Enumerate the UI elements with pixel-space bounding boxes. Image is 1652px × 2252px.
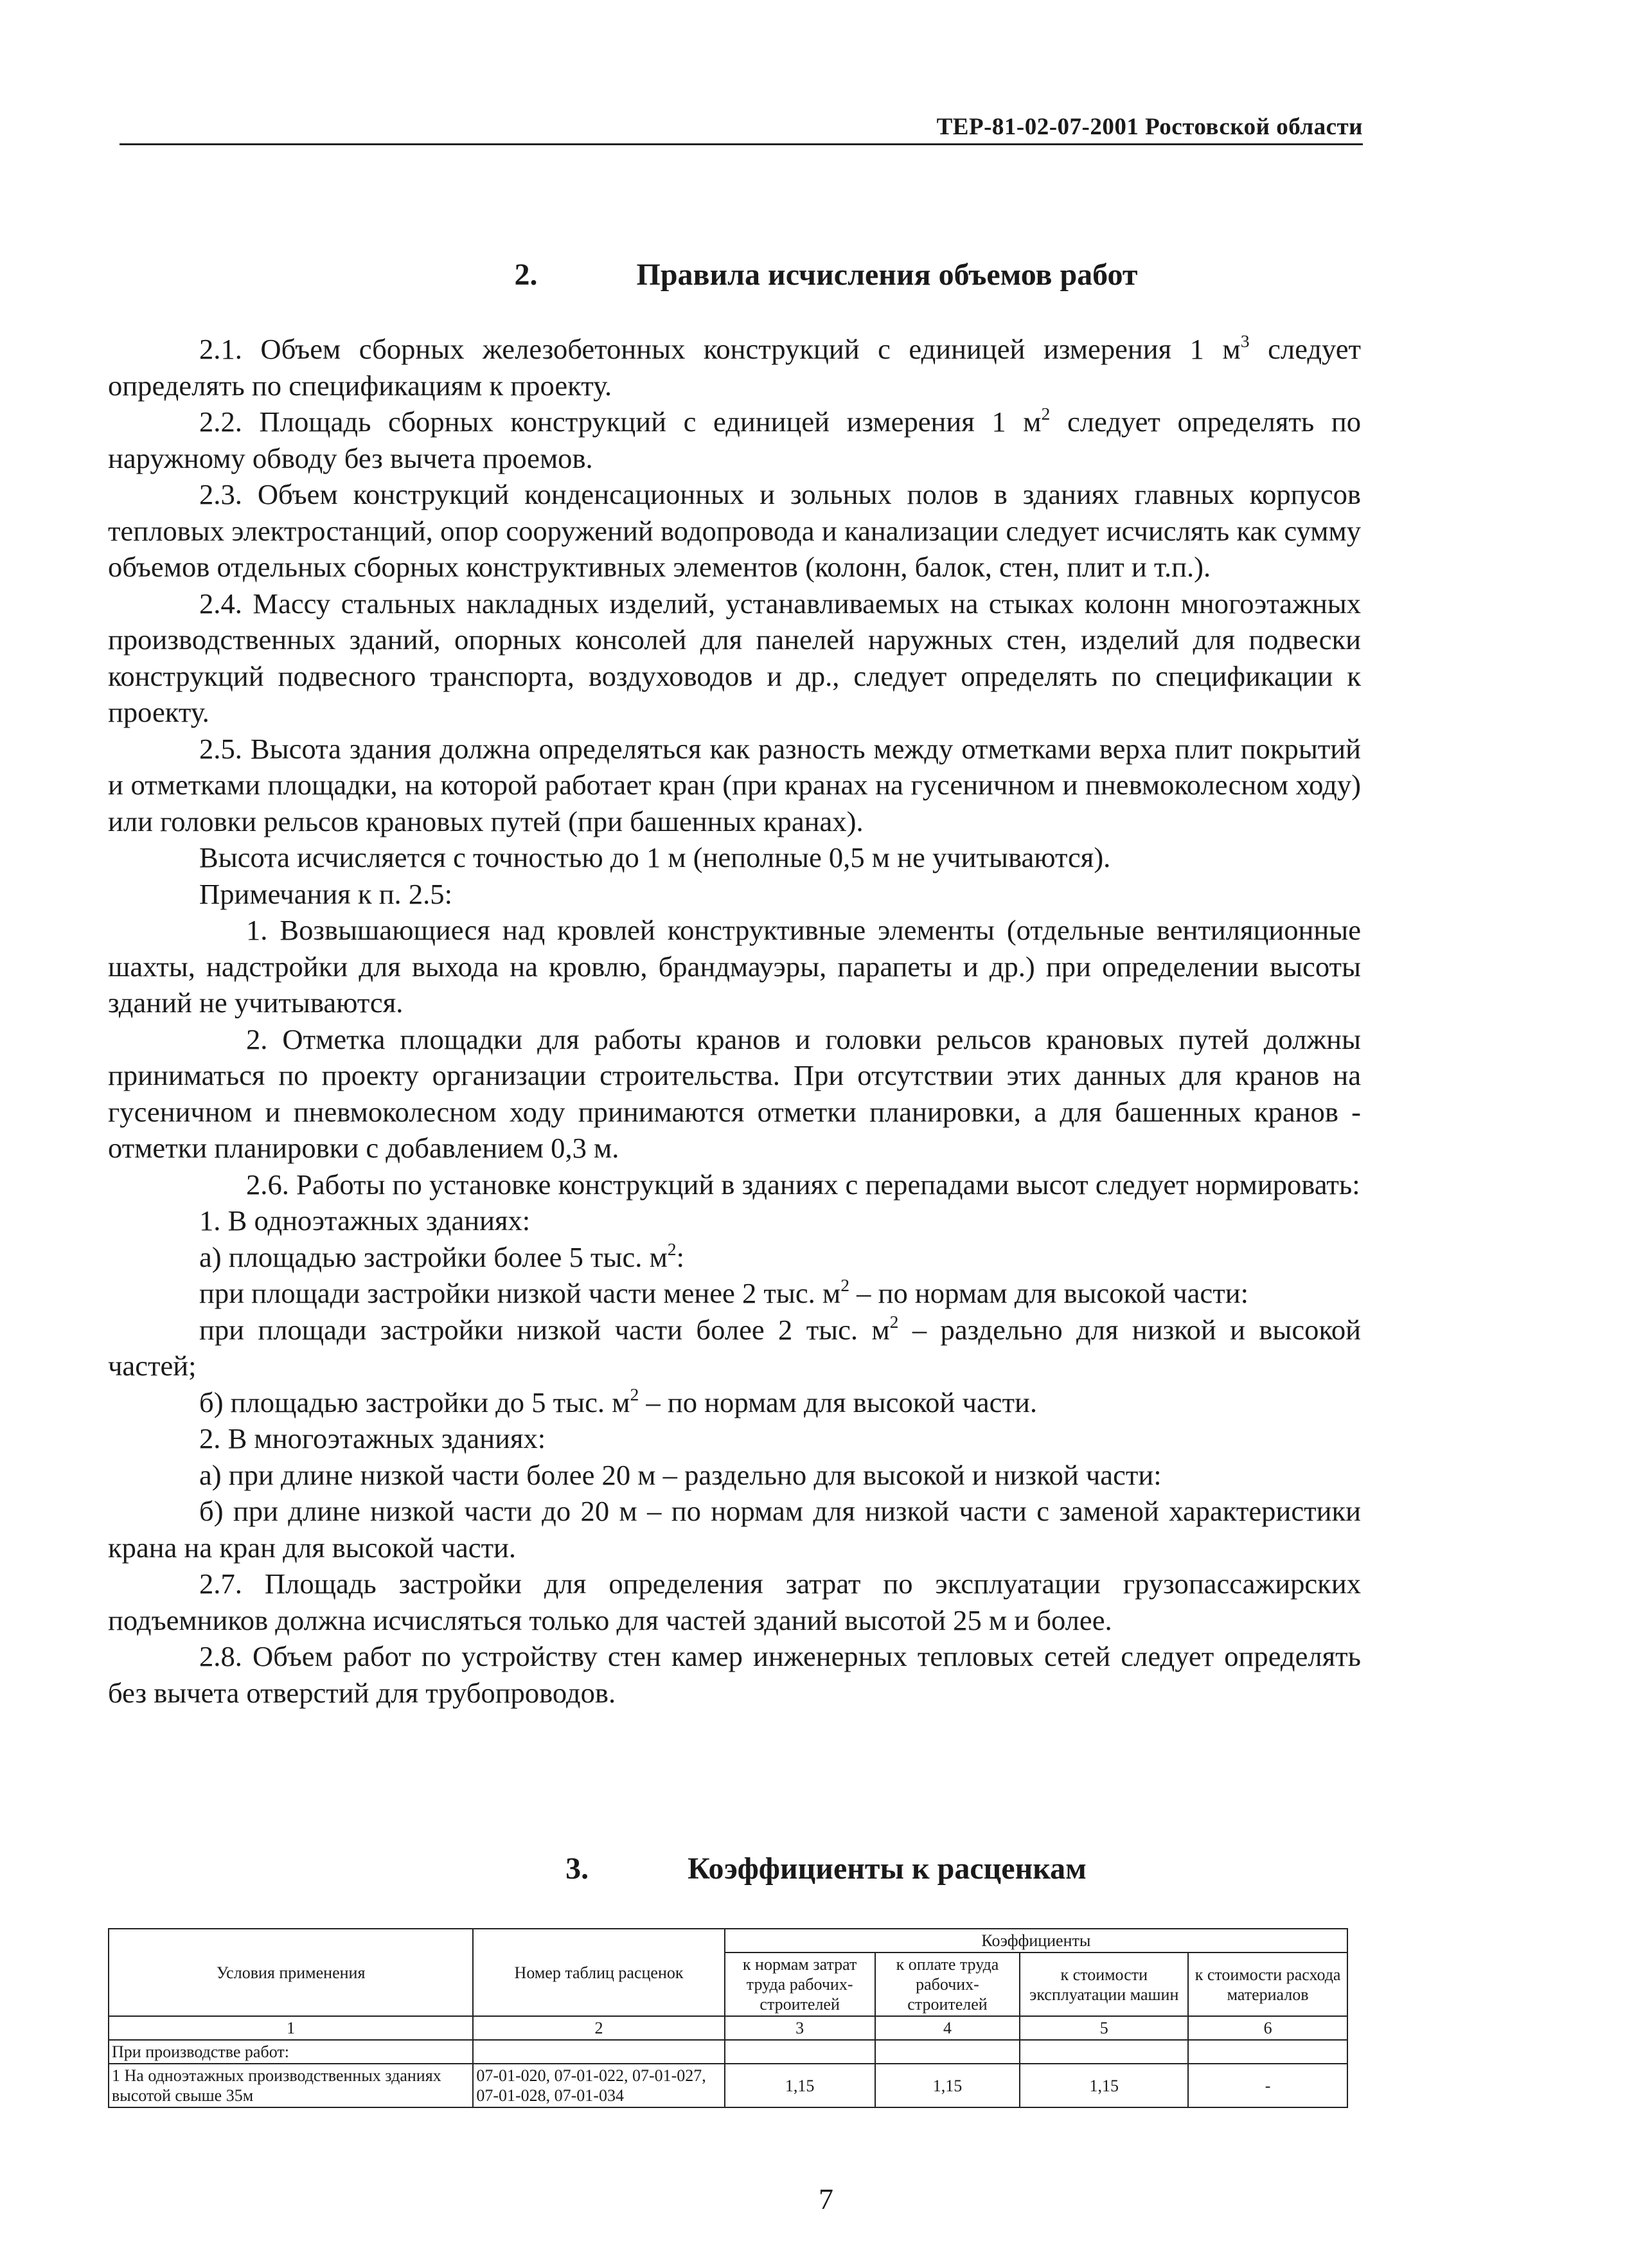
column-number: 6	[1188, 2016, 1347, 2040]
paragraph-2-6-2a: а) при длине низкой части более 20 м – раздельно для высокой и низкой части:	[199, 1458, 1162, 1491]
column-number: 1	[109, 2016, 473, 2040]
section-3-number: 3.	[565, 1852, 589, 1886]
section-3-heading	[0, 1851, 1652, 1886]
row-condition: 1 На одноэтажных производственных зданиях высотой свыше 35м	[109, 2064, 473, 2107]
paragraph-2-4: 2.4. Массу стальных накладных изделий, устанавливаемых на стыках колонн многоэтажных производственных зданий, опорных консолей для панелей наружных стен, изделий для подвески конструкций подвесного транспорта, воздуховодов и др., следует определять по спецификации к проекту.	[108, 587, 1361, 728]
column-number: 5	[1020, 2016, 1188, 2040]
header-machines: к стоимости эксплуатации машин	[1020, 1953, 1188, 2016]
paragraph-2-6-1: 1. В одноэтажных зданиях:	[199, 1204, 531, 1237]
column-number: 4	[875, 2016, 1020, 2040]
group-row	[109, 2040, 1347, 2064]
header-table-numbers: Номер таблиц расценок	[473, 1929, 724, 2016]
paragraph-2-6: 2.6. Работы по установке конструкций в зданиях с перепадами высот следует нормировать:	[246, 1168, 1360, 1201]
paragraph-2-7: 2.7. Площадь застройки для определения затрат по эксплуатации грузопассажирских подъемников должна исчисляться только для частей зданий высотой 25 м и более.	[108, 1568, 1361, 1636]
header-labor: к нормам затрат труда рабочих-строителей	[725, 1953, 875, 2016]
notes-heading: Примечания к п. 2.5:	[199, 877, 452, 910]
page-number: 7	[819, 2183, 833, 2215]
section-3-title: Коэффициенты к расценкам	[688, 1852, 1087, 1886]
paragraph-2-6-1a-i: при площади застройки низкой части менее 2 тыс. $м^2$ – по нормам для высокой части:	[199, 1275, 1248, 1309]
section-2-title: Правила исчисления объемов работ	[636, 258, 1138, 292]
section-2-body	[108, 331, 1361, 1711]
section-2-heading	[0, 257, 1652, 292]
paragraph-2-6-1a-ii: при площади застройки низкой части более 2 тыс. $м^2$ – раздельно для низкой и высокой частей;	[108, 1311, 1362, 1382]
row-pay: 1,15	[875, 2064, 1020, 2107]
paragraph-2-2: 2.2. Площадь сборных конструкций с единицей измерения 1 $м^2$ следует определять по наружному обводу без вычета проемов.	[108, 404, 1361, 474]
section-2-number: 2.	[514, 258, 538, 292]
group-label: При производстве работ:	[109, 2040, 473, 2064]
header-materials: к стоимости расхода материалов	[1188, 1953, 1347, 2016]
coefficients-table	[108, 1928, 1348, 2108]
page-header: ТЕР-81-02-07-2001 Ростовской области	[120, 113, 1363, 145]
paragraph-2-5: 2.5. Высота здания должна определяться как разность между отметками верха плит покрытий и отметками площадки, на которой работает кран (при кранах на гусеничном и пневмоколесном ходу) или головки рельсов крановых путей (при башенных кранах).	[108, 732, 1361, 837]
paragraph-2-8: 2.8. Объем работ по устройству стен камер инженерных тепловых сетей следует определять без вычета отверстий для трубопроводов.	[108, 1640, 1361, 1709]
paragraph-2-6-2: 2. В многоэтажных зданиях:	[199, 1422, 546, 1454]
header-conditions: Условия применения	[109, 1929, 473, 2016]
paragraph-2-6-1a: а) площадью застройки более 5 тыс. $м^2$:	[199, 1238, 685, 1273]
row-materials: -	[1188, 2064, 1347, 2107]
table-row	[109, 2064, 1347, 2107]
note-2: 2. Отметка площадки для работы кранов и головки рельсов крановых путей должны приниматься по проекту организации строительства. При отсутствии этих данных для кранов на гусеничном и пневмоколесном ходу принимаются отметки планировки, а для башенных кранов - отметки планировки с добавлением 0,3 м.	[108, 1023, 1361, 1164]
row-tables: 07-01-020, 07-01-022, 07-01-027, 07-01-028, 07-01-034	[473, 2064, 724, 2107]
paragraph-2-6-2b: б) при длине низкой части до 20 м – по нормам для низкой части с заменой характеристики крана на кран для высокой части.	[108, 1495, 1361, 1564]
note-1: 1. Возвышающиеся над кровлей конструктивные элементы (отдельные вентиляционные шахты, надстройки для выхода на кровлю, брандмауэры, парапеты и др.) при определении высоты зданий не учитываются.	[108, 914, 1361, 1019]
paragraph-2-6-1b: б) площадью застройки до 5 тыс. $м^2$ – по нормам для высокой части.	[199, 1384, 1037, 1418]
paragraph-2-1: 2.1. Объем сборных железобетонных конструкций с единицей измерения 1 $м^3$ следует определять по спецификациям к проекту.	[108, 331, 1362, 402]
paragraph-2-3: 2.3. Объем конструкций конденсационных и зольных полов в зданиях главных корпусов тепловых электростанций, опор сооружений водопровода и канализации следует исчислять как сумму объемов отдельных сборных конструктивных элементов (колонн, балок, стен, плит и т.п.).	[108, 478, 1361, 583]
column-number: 3	[725, 2016, 875, 2040]
row-labor: 1,15	[725, 2064, 875, 2107]
table-header-row	[109, 1929, 1347, 1953]
column-number-row	[109, 2016, 1347, 2040]
column-number: 2	[473, 2016, 724, 2040]
header-coefficients-group: Коэффициенты	[725, 1929, 1347, 1953]
row-machines: 1,15	[1020, 2064, 1188, 2107]
header-pay: к оплате труда рабочих-строителей	[875, 1953, 1020, 2016]
paragraph-2-5-precision: Высота исчисляется с точностью до 1 м (неполные 0,5 м не учитываются).	[199, 841, 1111, 873]
